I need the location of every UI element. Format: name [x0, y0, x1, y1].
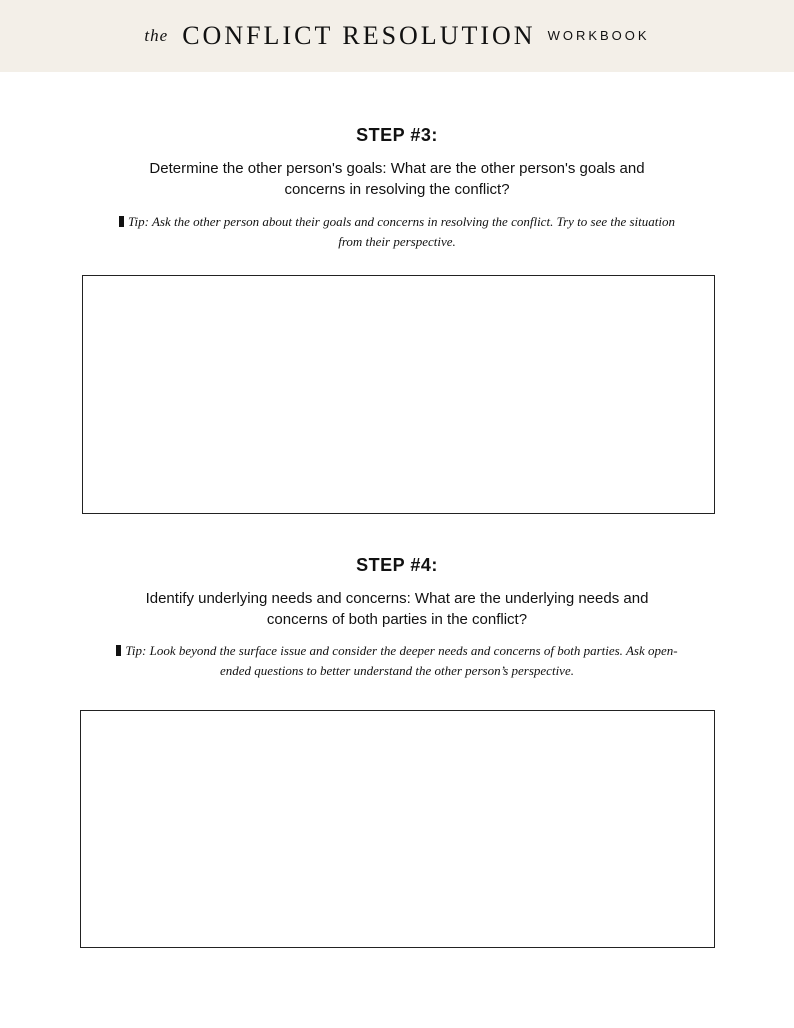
- title-main: CONFLICT RESOLUTION: [182, 21, 536, 50]
- step-3-title: STEP #3:: [356, 125, 438, 145]
- step-4-title: STEP #4:: [356, 555, 438, 575]
- title-suffix: WORKBOOK: [547, 28, 650, 43]
- header-band: [0, 0, 794, 72]
- workbook-title: [0, 19, 794, 53]
- step-3-question: Determine the other person's goals: What are the other person's goals and concerns in resolving the conflict?: [149, 160, 645, 198]
- step-4-answer-box[interactable]: [80, 710, 715, 948]
- tip-marker-icon: [116, 645, 121, 656]
- title-prefix: the: [144, 26, 169, 45]
- step-3-tip: [112, 212, 682, 252]
- step-3-tip-text: Tip: Ask the other person about their goals and concerns in resolving the conflict. Try to see the situation from their perspective.: [127, 214, 676, 249]
- step-4-question: Identify underlying needs and concerns: What are the underlying needs and concerns of both parties in the conflict?: [145, 590, 649, 628]
- step-3-answer-box[interactable]: [82, 275, 715, 514]
- step-4-tip-text: Tip: Look beyond the surface issue and consider the deeper needs and concerns of both parties. Ask open-ended questions to better understand the other person’s perspective.: [125, 643, 678, 678]
- tip-marker-icon: [119, 216, 124, 227]
- step-4-tip: [112, 641, 682, 681]
